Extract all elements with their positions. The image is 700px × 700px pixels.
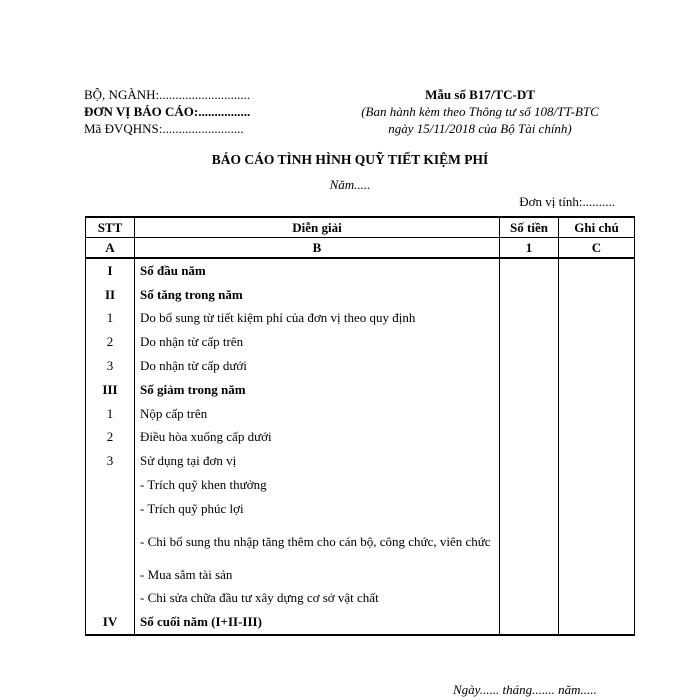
form-number: Mẫu số B17/TC-DT [425, 87, 535, 102]
table-row [86, 307, 635, 331]
row-amount [500, 258, 559, 283]
row-stt: 3 [86, 449, 135, 473]
row-stt [86, 587, 135, 611]
row-stt [86, 473, 135, 497]
report-title: BÁO CÁO TÌNH HÌNH QUỸ TIẾT KIỆM PHÍ [211, 152, 489, 167]
table-row [86, 449, 635, 473]
row-stt: II [86, 283, 135, 307]
letter-b: B [135, 238, 500, 259]
header-description: Diễn giải [135, 217, 500, 238]
row-description: Do bổ sung từ tiết kiệm phí của đơn vị theo quy định [135, 307, 500, 331]
report-year: Năm..... [329, 177, 371, 192]
unit-label: Đơn vị tính:.......... [519, 194, 615, 209]
table-row [86, 473, 635, 497]
row-note [559, 283, 635, 307]
row-note [559, 426, 635, 450]
row-note [559, 354, 635, 378]
table-row [86, 563, 635, 587]
row-amount [500, 330, 559, 354]
table-body [86, 238, 635, 636]
row-note [559, 402, 635, 426]
row-description: Số cuối năm (I+II-III) [135, 610, 500, 635]
table-row [86, 426, 635, 450]
table-row [86, 258, 635, 283]
row-amount [500, 563, 559, 587]
row-stt: IV [86, 610, 135, 635]
header-amount: Số tiền [500, 217, 559, 238]
row-note [559, 378, 635, 402]
table-header-row [86, 217, 635, 238]
letter-a: A [86, 238, 135, 259]
row-amount [500, 449, 559, 473]
row-note [559, 587, 635, 611]
row-amount [500, 402, 559, 426]
budget-code-line: Mã ĐVQHNS:......................... [84, 121, 244, 136]
header-left [84, 86, 250, 137]
table-row [86, 330, 635, 354]
row-note [559, 521, 635, 563]
row-note [559, 330, 635, 354]
header-note: Ghi chú [559, 217, 635, 238]
row-amount [500, 587, 559, 611]
table-row [86, 610, 635, 635]
row-description: Điều hòa xuống cấp dưới [135, 426, 500, 450]
row-description: - Trích quỹ khen thưởng [135, 473, 500, 497]
table-row [86, 402, 635, 426]
letter-c: C [559, 238, 635, 259]
row-note [559, 497, 635, 521]
header-right [330, 86, 630, 137]
reporting-unit-line: ĐƠN VỊ BÁO CÁO:................ [84, 104, 251, 119]
row-amount [500, 426, 559, 450]
row-description: Do nhận từ cấp dưới [135, 354, 500, 378]
column-letter-row [86, 238, 635, 259]
issued-note-line2: ngày 15/11/2018 của Bộ Tài chính) [388, 121, 572, 136]
row-stt [86, 521, 135, 563]
table-row [86, 521, 635, 563]
row-stt: III [86, 378, 135, 402]
row-stt: 1 [86, 402, 135, 426]
row-description: - Chi sửa chữa đầu tư xây dựng cơ sở vật chất [135, 587, 500, 611]
report-table [85, 216, 635, 636]
ministry-line: BỘ, NGÀNH:............................ [84, 87, 251, 102]
table-row [86, 354, 635, 378]
row-description: Sử dụng tại đơn vị [135, 449, 500, 473]
row-stt [86, 497, 135, 521]
row-amount [500, 610, 559, 635]
row-description: - Chi bổ sung thu nhập tăng thêm cho cán bộ, công chức, viên chức [135, 521, 500, 563]
letter-1: 1 [500, 238, 559, 259]
row-amount [500, 307, 559, 331]
row-description: Số giảm trong năm [135, 378, 500, 402]
row-note [559, 449, 635, 473]
row-note [559, 473, 635, 497]
issued-note-line1: (Ban hành kèm theo Thông tư số 108/TT-BTC [361, 104, 599, 119]
row-amount [500, 521, 559, 563]
table-row [86, 497, 635, 521]
row-amount [500, 283, 559, 307]
row-note [559, 563, 635, 587]
row-description: - Mua sắm tài sản [135, 563, 500, 587]
row-amount [500, 378, 559, 402]
row-note [559, 258, 635, 283]
date-line: Ngày...... tháng....... năm..... [453, 682, 597, 697]
table-row [86, 378, 635, 402]
row-note [559, 307, 635, 331]
row-amount [500, 354, 559, 378]
row-note [559, 610, 635, 635]
row-stt: 2 [86, 426, 135, 450]
row-description: Số tăng trong năm [135, 283, 500, 307]
row-stt [86, 563, 135, 587]
row-stt: 3 [86, 354, 135, 378]
row-amount [500, 473, 559, 497]
row-stt: 1 [86, 307, 135, 331]
row-description: - Trích quỹ phúc lợi [135, 497, 500, 521]
row-stt: 2 [86, 330, 135, 354]
row-description: Số đầu năm [135, 258, 500, 283]
row-stt: I [86, 258, 135, 283]
header-stt: STT [86, 217, 135, 238]
table-row [86, 587, 635, 611]
row-amount [500, 497, 559, 521]
row-description: Do nhận từ cấp trên [135, 330, 500, 354]
row-description: Nộp cấp trên [135, 402, 500, 426]
table-row [86, 283, 635, 307]
